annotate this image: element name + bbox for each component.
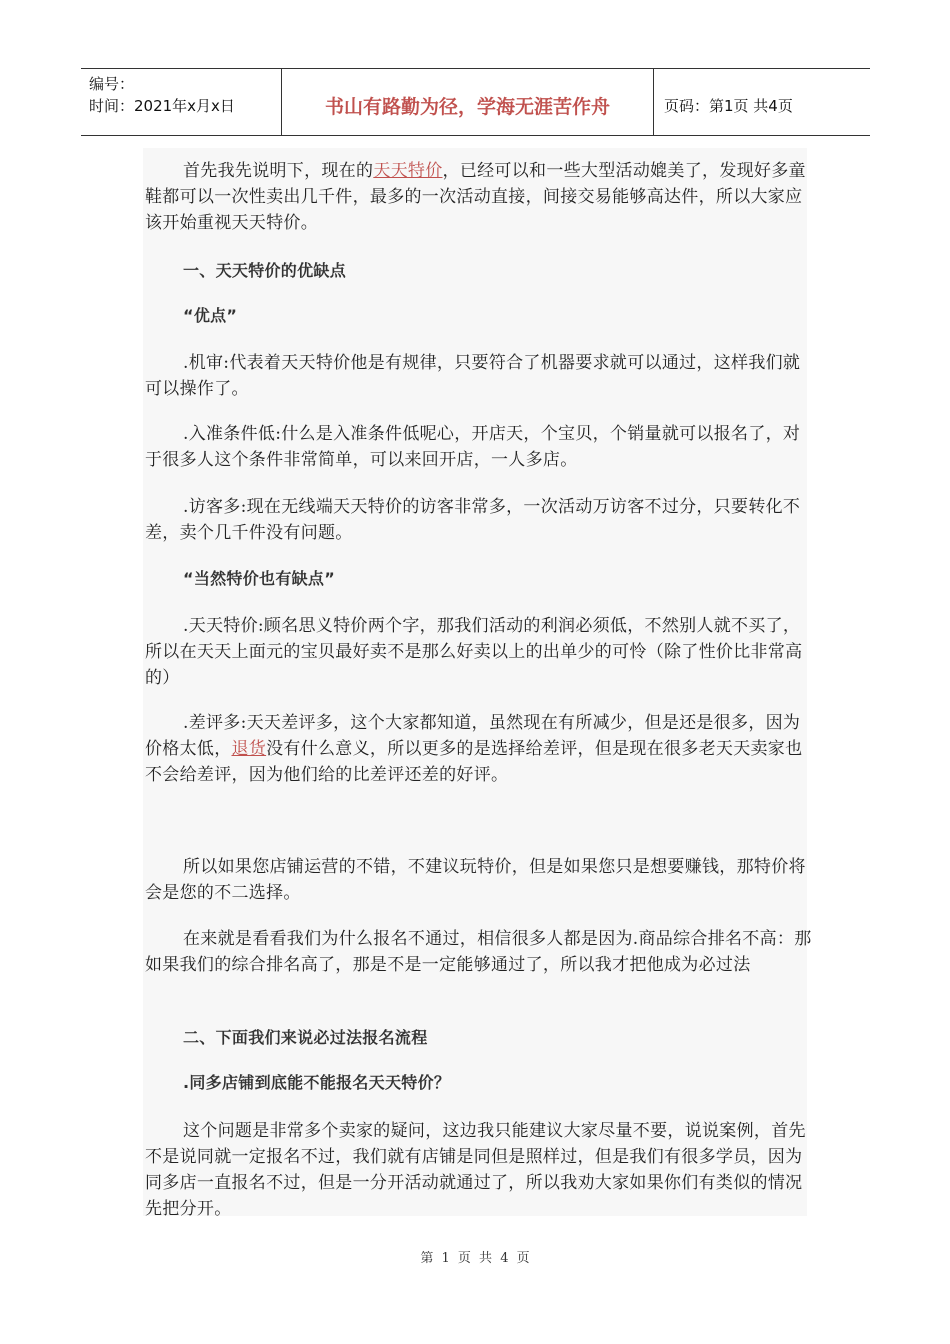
section-heading: 一、天天特价的优缺点: [183, 261, 347, 280]
header-meta: [81, 69, 282, 135]
subheading-cons: “当然特价也有缺点”: [183, 569, 336, 588]
paragraph: .差评多:天天差评多，这个大家都知道，虽然现在有所减少，但是还是很多，因为价格太低，退货没有什么意义，所以更多的是选择给差评，但是现在很多老天天卖家也不会给差评，因为他们给的比差评还差的好评。: [145, 713, 803, 785]
paragraph: .机审:代表着天天特价他是有规律，只要符合了机器要求就可以通过，这样我们就可以操作了。: [145, 353, 801, 399]
header-page-info: 页码：第1页 共4页: [664, 96, 793, 115]
document-number: 编号：: [89, 75, 135, 93]
document-date: 时间：2021年x月x日: [89, 97, 235, 115]
paragraph: 在来就是看看我们为什么报名不通过，相信很多人都是因为.商品综合排名不高：那如果我们的综合排名高了，那是不是一定能够通过了，所以我才把他成为必过法: [145, 929, 812, 975]
paragraph: .访客多:现在无线端天天特价的访客非常多，一次活动万访客不过分，只要转化不差，卖个几千件没有问题。: [145, 497, 801, 543]
paragraph: .天天特价:顾名思义特价两个字，那我们活动的利润必须低，不然别人就不买了，所以在天天上面元的宝贝最好卖不是那么好卖以上的出单少的可怜（除了性价比非常高的）: [145, 616, 803, 688]
paragraph: 首先我先说明下，现在的天天特价，已经可以和一些大型活动媲美了，发现好多童鞋都可以一次性卖出几千件，最多的一次活动直接，间接交易能够高达件，所以大家应该开始重视天天特价。: [145, 161, 806, 233]
subheading-pros: “优点”: [183, 306, 238, 325]
document-body: [143, 148, 812, 1219]
section-heading: 二、下面我们来说必过法报名流程: [183, 1028, 428, 1047]
link-tiantian-tejia[interactable]: 天天特价: [373, 161, 443, 181]
link-tuihuo[interactable]: 退货: [231, 739, 267, 759]
page-header: [81, 68, 870, 136]
page-footer: 第 1 页 共 4 页: [420, 1251, 530, 1266]
header-motto: 书山有路勤为径，学海无涯苦作舟: [282, 69, 654, 135]
subheading-question: .同多店铺到底能不能报名天天特价？: [183, 1073, 451, 1092]
paragraph: .入准条件低:什么是入准条件低呢心，开店天，个宝贝，个销量就可以报名了，对于很多人这个条件非常简单，可以来回开店，一人多店。: [145, 424, 801, 470]
paragraph: 所以如果您店铺运营的不错，不建议玩特价，但是如果您只是想要赚钱，那特价将会是您的不二选择。: [145, 857, 806, 903]
paragraph: 这个问题是非常多个卖家的疑问，这边我只能建议大家尽量不要，说说案例，首先不是说同就一定报名不过，我们就有店铺是同但是照样过，但是我们有很多学员，因为同多店一直报名不过，但是一分开活动就通过了，所以我劝大家如果你们有类似的情况先把分开。: [145, 1121, 806, 1219]
